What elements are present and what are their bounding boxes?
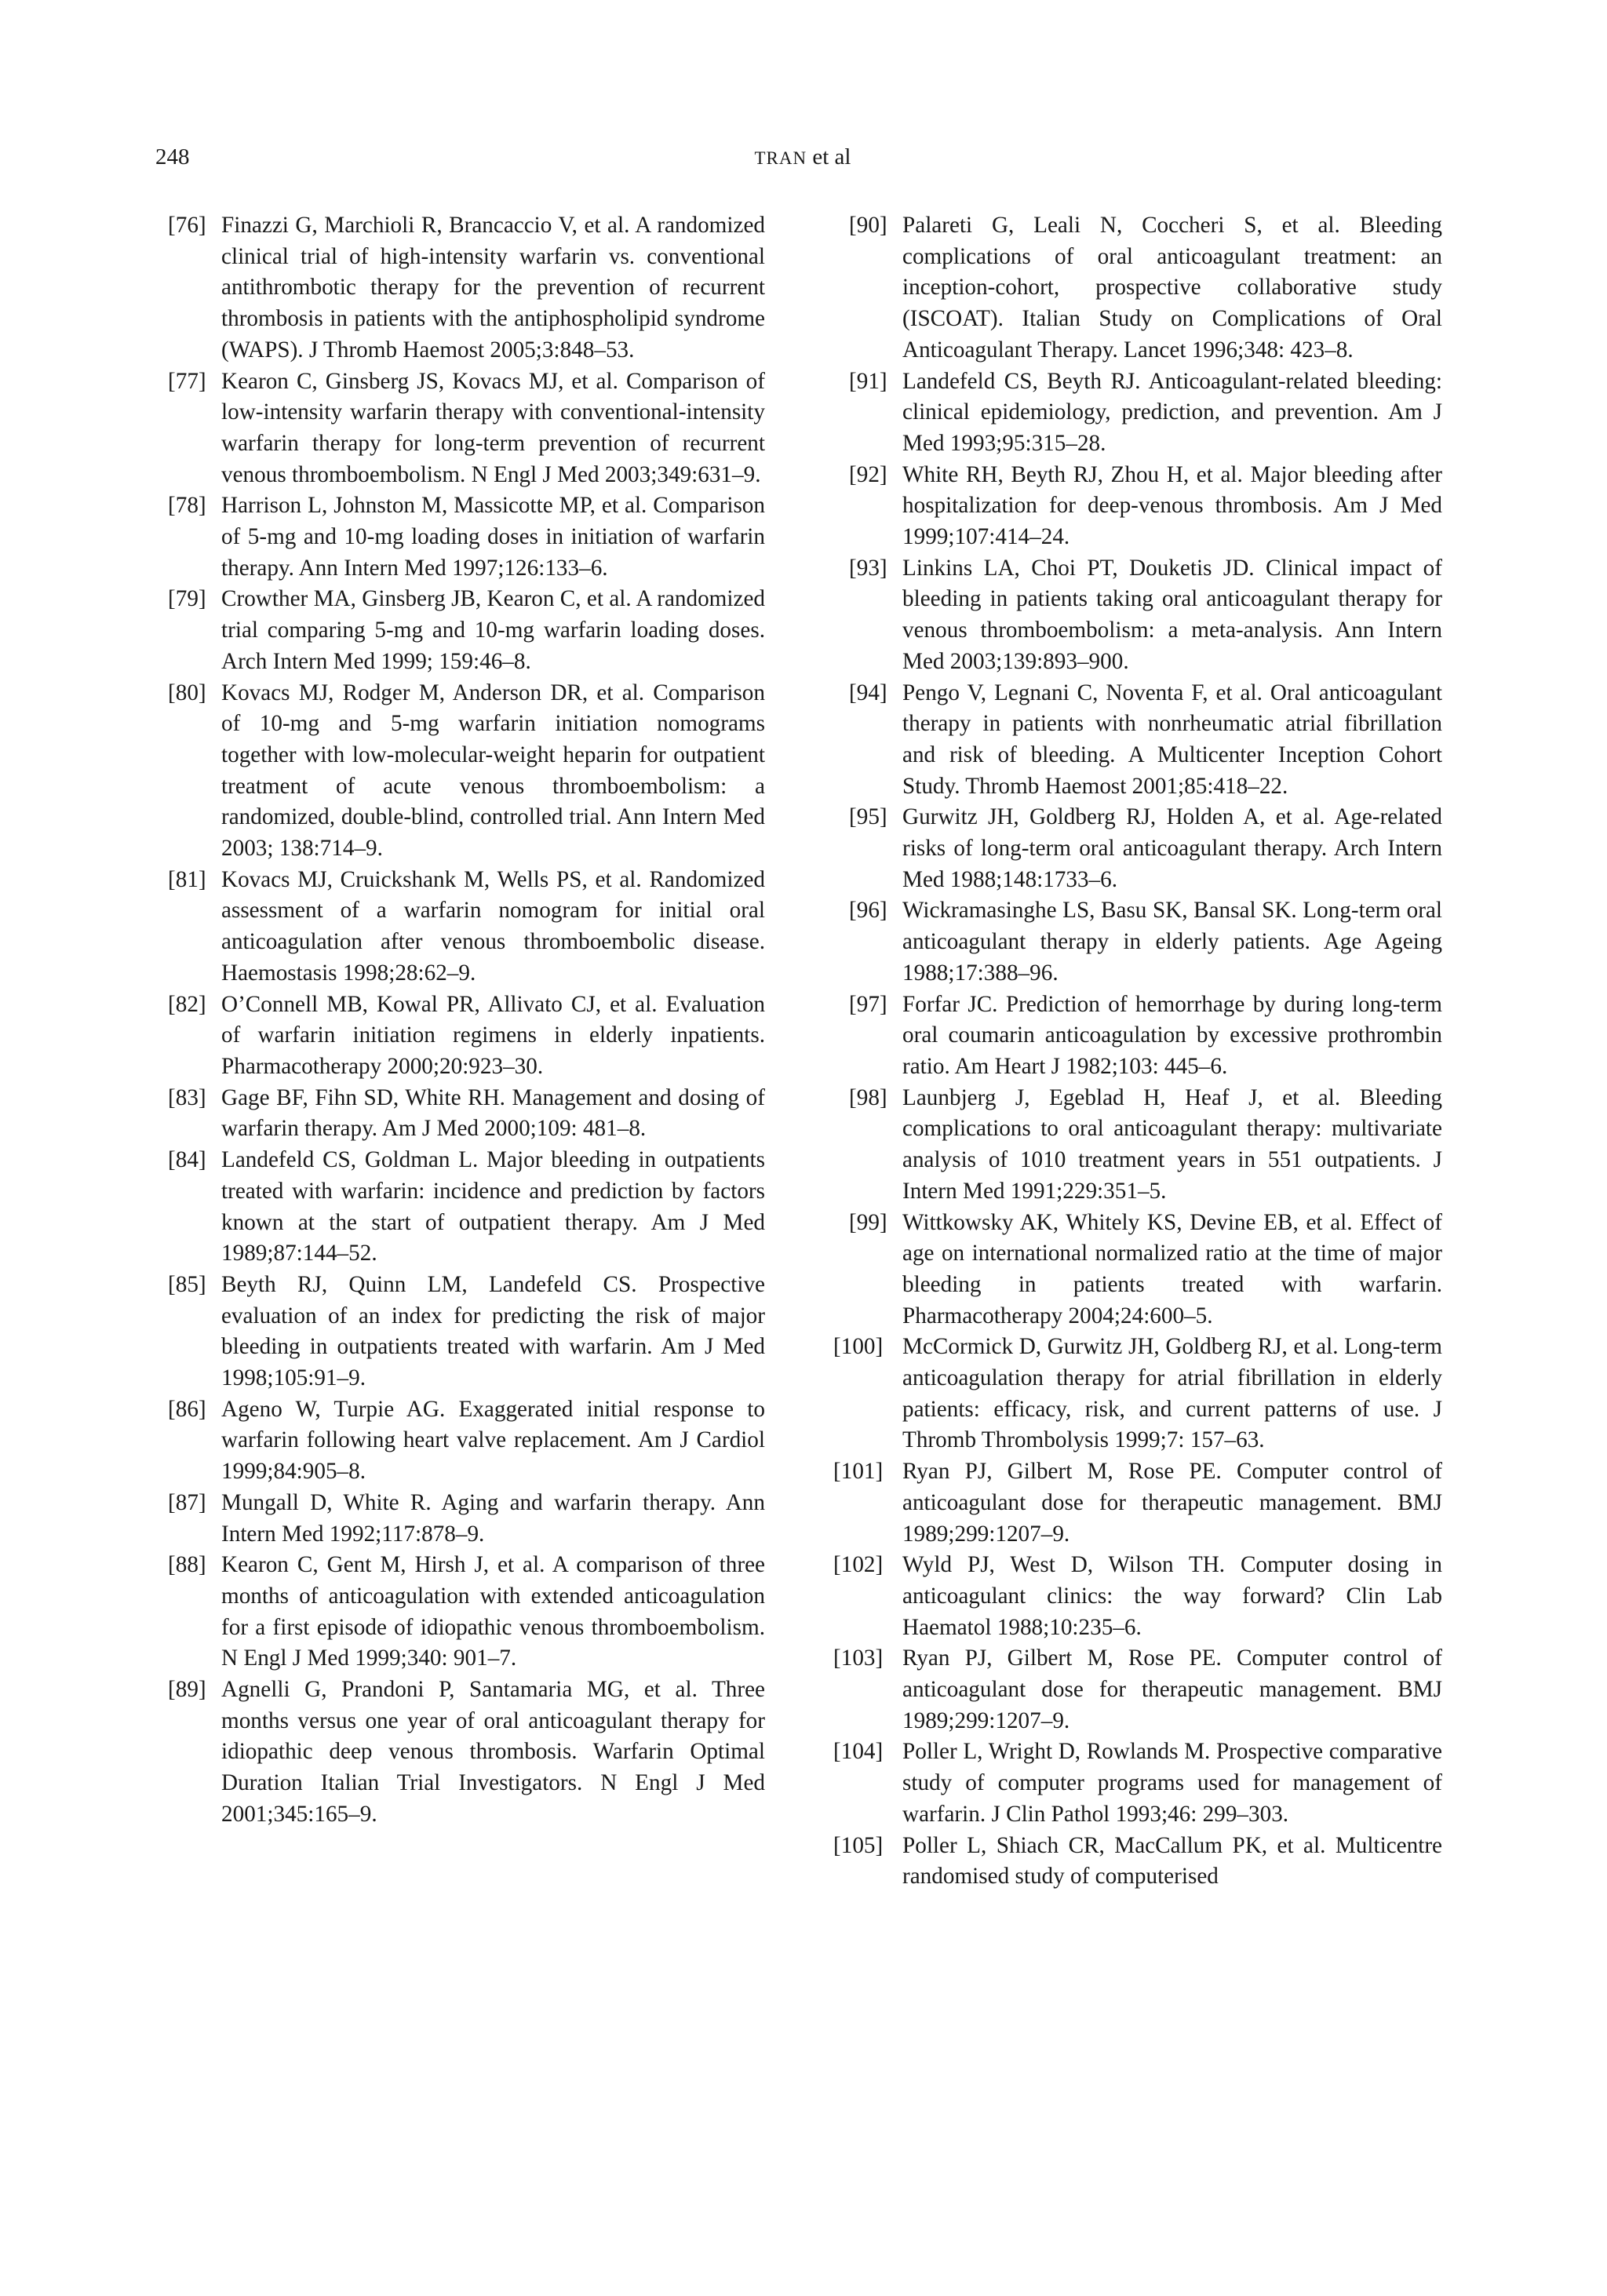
reference-number: [83] bbox=[168, 1084, 206, 1110]
page-header bbox=[155, 144, 1450, 176]
reference-number: [101] bbox=[833, 1459, 884, 1485]
reference-number: [100] bbox=[833, 1334, 884, 1360]
reference-entry bbox=[833, 1332, 1442, 1456]
reference-number: [87] bbox=[168, 1489, 206, 1515]
reference-text: Forfar JC. Prediction of hemorrhage by during long-term oral coumarin anticoagulation by excessive prothrombin ratio. Am Heart J 1982;103: 445–6. bbox=[902, 991, 1442, 1079]
reference-entry bbox=[849, 460, 1442, 553]
reference-number: [102] bbox=[833, 1552, 884, 1578]
reference-number: [89] bbox=[168, 1677, 206, 1703]
reference-number: [95] bbox=[849, 804, 887, 830]
reference-text: Ryan PJ, Gilbert M, Rose PE. Computer control of anticoagulant dose for therapeutic management. BMJ 1989;299:1207–9. bbox=[902, 1645, 1442, 1733]
reference-entry bbox=[849, 989, 1442, 1083]
reference-text: Poller L, Wright D, Rowlands M. Prospective comparative study of computer programs used for management of warfarin. J Clin Pathol 1993;46: 299–303. bbox=[902, 1739, 1442, 1827]
reference-entry bbox=[168, 210, 765, 366]
reference-entry bbox=[849, 802, 1442, 895]
reference-number: [99] bbox=[849, 1209, 887, 1235]
page-number: 248 bbox=[155, 144, 190, 169]
reference-number: [85] bbox=[168, 1271, 206, 1297]
running-head bbox=[155, 144, 1450, 170]
reference-number: [82] bbox=[168, 991, 206, 1017]
reference-text: Crowther MA, Ginsberg JB, Kearon C, et al. A randomized trial comparing 5-mg and 10-mg warfarin loading doses. Arch Intern Med 1999; 159:46–8. bbox=[221, 586, 765, 674]
reference-entry bbox=[168, 1270, 765, 1394]
reference-entry bbox=[833, 1737, 1442, 1830]
reference-text: Poller L, Shiach CR, MacCallum PK, et al. Multicentre randomised study of computerised bbox=[902, 1832, 1442, 1890]
reference-text: Pengo V, Legnani C, Noventa F, et al. Oral anticoagulant therapy in patients with nonrheumatic atrial fibrillation and risk of bleeding. A Multicenter Inception Cohort Study. Thromb Haemost 2001;85:418–22. bbox=[902, 680, 1442, 799]
reference-text: Kovacs MJ, Cruickshank M, Wells PS, et al. Randomized assessment of a warfarin nomogram for initial oral anticoagulation after venous thromboembolic disease. Haemostasis 1998;28:62–9. bbox=[221, 866, 765, 986]
reference-entry bbox=[168, 490, 765, 584]
reference-text: Kearon C, Ginsberg JS, Kovacs MJ, et al. Comparison of low-intensity warfarin therapy with conventional-intensity warfarin therapy for long-term prevention of recurrent venous thromboembolism. N Engl J Med 2003;349:631–9. bbox=[221, 368, 765, 487]
reference-entry bbox=[168, 1394, 765, 1488]
reference-entry bbox=[168, 1145, 765, 1270]
reference-text: Ryan PJ, Gilbert M, Rose PE. Computer control of anticoagulant dose for therapeutic management. BMJ 1989;299:1207–9. bbox=[902, 1459, 1442, 1547]
reference-entry bbox=[849, 678, 1442, 803]
reference-number: [77] bbox=[168, 368, 206, 394]
reference-text: Wittkowsky AK, Whitely KS, Devine EB, et al. Effect of age on international normalized ratio at the time of major bleeding in patients treated with warfarin. Pharmacotherapy 2004;24:600–5. bbox=[902, 1209, 1442, 1328]
reference-entry bbox=[833, 1643, 1442, 1737]
reference-number: [98] bbox=[849, 1084, 887, 1110]
reference-entry bbox=[849, 1083, 1442, 1208]
running-head-suffix: et al bbox=[807, 144, 851, 169]
reference-text: O’Connell MB, Kowal PR, Allivato CJ, et al. Evaluation of warfarin initiation regimens in elderly inpatients. Pharmacotherapy 2000;20:923–30. bbox=[221, 991, 765, 1079]
reference-entry bbox=[168, 1488, 765, 1550]
reference-entry bbox=[849, 895, 1442, 989]
reference-number: [90] bbox=[849, 213, 887, 238]
reference-number: [81] bbox=[168, 866, 206, 892]
reference-number: [104] bbox=[833, 1739, 884, 1765]
reference-number: [97] bbox=[849, 991, 887, 1017]
reference-number: [92] bbox=[849, 461, 887, 487]
running-head-author: TRAN bbox=[754, 148, 807, 168]
reference-text: Kovacs MJ, Rodger M, Anderson DR, et al. Comparison of 10-mg and 5-mg warfarin initiation nomograms together with low-molecular-weight heparin for outpatient treatment of acute venous thromboembolism: a randomized, double-blind, controlled trial. Ann Intern Med 2003; 138:714–9. bbox=[221, 680, 765, 862]
reference-entry bbox=[849, 553, 1442, 678]
reference-entry bbox=[168, 1083, 765, 1145]
reference-text: Ageno W, Turpie AG. Exaggerated initial response to warfarin following heart valve replacement. Am J Cardiol 1999;84:905–8. bbox=[221, 1396, 765, 1485]
reference-number: [94] bbox=[849, 680, 887, 705]
reference-text: Landefeld CS, Goldman L. Major bleeding in outpatients treated with warfarin: incidence and prediction by factors known at the start of outpatient therapy. Am J Med 1989;87:144–52. bbox=[221, 1147, 765, 1266]
reference-number: [91] bbox=[849, 368, 887, 394]
reference-text: Kearon C, Gent M, Hirsh J, et al. A comparison of three months of anticoagulation with extended anticoagulation for a first episode of idiopathic venous thromboembolism. N Engl J Med 1999;340: 901–7. bbox=[221, 1552, 765, 1671]
reference-text: Finazzi G, Marchioli R, Brancaccio V, et al. A randomized clinical trial of high-intensity warfarin vs. conventional antithrombotic therapy for the prevention of recurrent thrombosis in patients with the antiphospholipid syndrome (WAPS). J Thromb Haemost 2005;3:848–53. bbox=[221, 213, 765, 363]
reference-entry bbox=[849, 366, 1442, 460]
reference-text: Gurwitz JH, Goldberg RJ, Holden A, et al. Age-related risks of long-term oral anticoagulant therapy. Arch Intern Med 1988;148:1733–6. bbox=[902, 804, 1442, 892]
reference-number: [80] bbox=[168, 680, 206, 705]
reference-entry bbox=[833, 1550, 1442, 1643]
reference-number: [79] bbox=[168, 586, 206, 612]
reference-number: [86] bbox=[168, 1396, 206, 1422]
reference-text: Palareti G, Leali N, Coccheri S, et al. Bleeding complications of oral anticoagulant treatment: an inception-cohort, prospective collaborative study (ISCOAT). Italian Study on Complications of Oral Anticoagulant Therapy. Lancet 1996;348: 423–8. bbox=[902, 213, 1442, 363]
reference-text: Beyth RJ, Quinn LM, Landefeld CS. Prospective evaluation of an index for predicting the risk of major bleeding in outpatients treated with warfarin. Am J Med 1998;105:91–9. bbox=[221, 1271, 765, 1391]
reference-entry bbox=[168, 584, 765, 677]
reference-text: Agnelli G, Prandoni P, Santamaria MG, et al. Three months versus one year of oral anticoagulant therapy for idiopathic deep venous thrombosis. Warfarin Optimal Duration Italian Trial Investigators. N Engl J Med 2001;345:165–9. bbox=[221, 1677, 765, 1827]
reference-text: McCormick D, Gurwitz JH, Goldberg RJ, et al. Long-term anticoagulation therapy for atrial fibrillation in elderly patients: efficacy, risk, and current patterns of use. J Thromb Thrombolysis 1999;7: 157–63. bbox=[902, 1334, 1442, 1453]
reference-entry bbox=[168, 366, 765, 491]
reference-number: [103] bbox=[833, 1645, 884, 1671]
reference-entry bbox=[168, 989, 765, 1083]
reference-number: [78] bbox=[168, 493, 206, 519]
reference-entry bbox=[168, 865, 765, 989]
reference-column-left bbox=[168, 210, 765, 1831]
reference-entry bbox=[833, 1831, 1442, 1893]
reference-number: [84] bbox=[168, 1147, 206, 1173]
reference-entry bbox=[833, 1456, 1442, 1550]
reference-text: Linkins LA, Choi PT, Douketis JD. Clinical impact of bleeding in patients taking oral anticoagulant therapy for venous thromboembolism: a meta-analysis. Ann Intern Med 2003;139:893–900. bbox=[902, 555, 1442, 674]
reference-number: [88] bbox=[168, 1552, 206, 1578]
reference-text: Mungall D, White R. Aging and warfarin therapy. Ann Intern Med 1992;117:878–9. bbox=[221, 1489, 765, 1547]
reference-number: [93] bbox=[849, 555, 887, 581]
reference-column-right bbox=[833, 210, 1442, 1893]
reference-entry bbox=[849, 210, 1442, 366]
reference-text: Landefeld CS, Beyth RJ. Anticoagulant-related bleeding: clinical epidemiology, prediction, and prevention. Am J Med 1993;95:315–28. bbox=[902, 368, 1442, 456]
reference-entry bbox=[168, 1675, 765, 1831]
reference-entry bbox=[168, 678, 765, 865]
reference-number: [105] bbox=[833, 1832, 884, 1858]
reference-number: [96] bbox=[849, 898, 887, 924]
reference-entry bbox=[849, 1208, 1442, 1332]
reference-text: Launbjerg J, Egeblad H, Heaf J, et al. Bleeding complications to oral anticoagulant therapy: multivariate analysis of 1010 treatment years in 551 outpatients. J Intern Med 1991;229:351–5. bbox=[902, 1084, 1442, 1204]
reference-text: White RH, Beyth RJ, Zhou H, et al. Major bleeding after hospitalization for deep-venous thrombosis. Am J Med 1999;107:414–24. bbox=[902, 461, 1442, 550]
reference-entry bbox=[168, 1550, 765, 1675]
reference-text: Harrison L, Johnston M, Massicotte MP, et al. Comparison of 5-mg and 10-mg loading doses in initiation of warfarin therapy. Ann Intern Med 1997;126:133–6. bbox=[221, 493, 765, 581]
reference-number: [76] bbox=[168, 213, 206, 238]
reference-text: Wyld PJ, West D, Wilson TH. Computer dosing in anticoagulant clinics: the way forward? Clin Lab Haematol 1988;10:235–6. bbox=[902, 1552, 1442, 1640]
reference-text: Gage BF, Fihn SD, White RH. Management and dosing of warfarin therapy. Am J Med 2000;109: 481–8. bbox=[221, 1084, 765, 1142]
reference-text: Wickramasinghe LS, Basu SK, Bansal SK. Long-term oral anticoagulant therapy in elderly patients. Age Ageing 1988;17:388–96. bbox=[902, 898, 1442, 986]
